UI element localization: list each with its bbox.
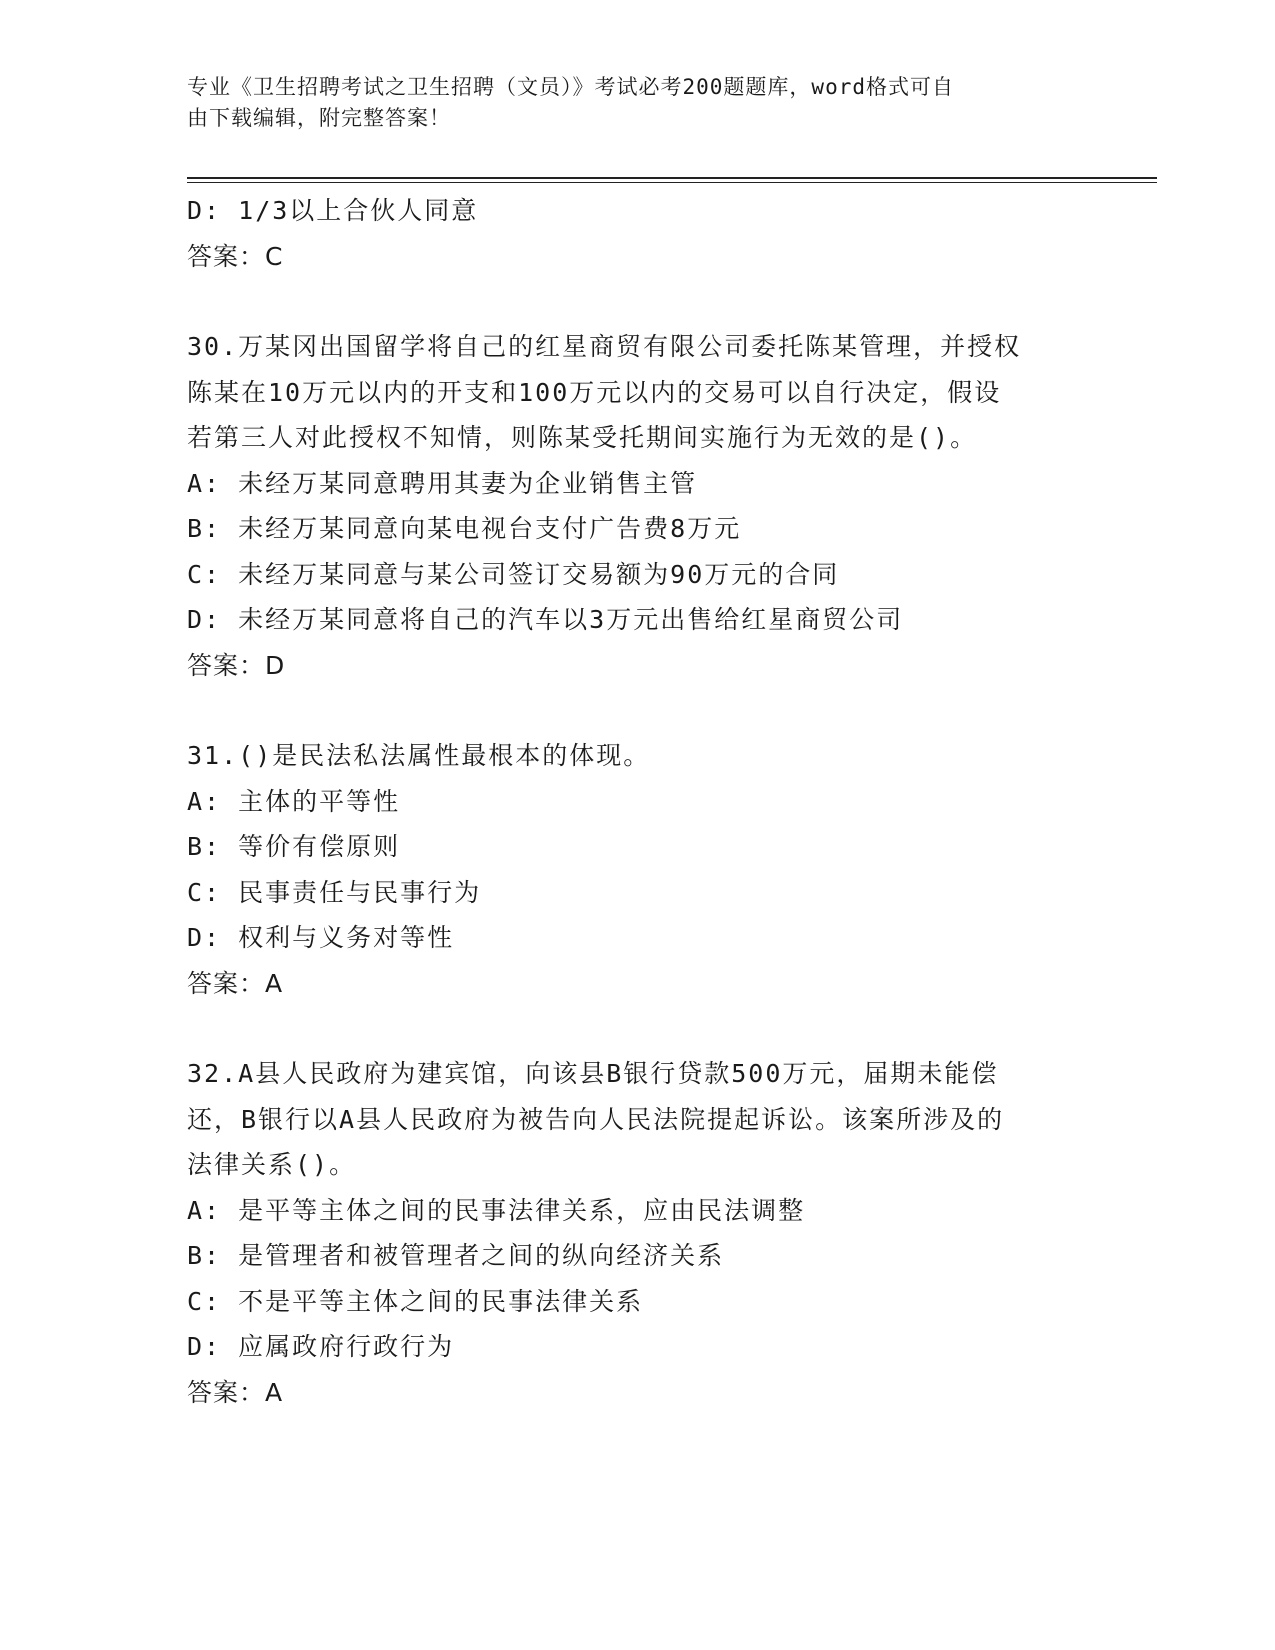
header-line-1: 专业《卫生招聘考试之卫生招聘（文员）》考试必考200题题库，word格式可自 xyxy=(187,75,954,99)
question-stem-line: 若第三人对此授权不知情，则陈某受托期间实施行为无效的是()。 xyxy=(187,423,978,452)
option-a: A: 未经万某同意聘用其妻为企业销售主管 xyxy=(187,468,698,498)
option-a: A: 是平等主体之间的民事法律关系，应由民法调整 xyxy=(187,1195,806,1225)
header-line-2: 由下载编辑，附完整答案！ xyxy=(187,106,451,130)
answer-line: 答案：A xyxy=(187,1377,284,1407)
answer-line: 答案：C xyxy=(187,241,284,271)
previous-question-tail xyxy=(187,188,1087,279)
document-header xyxy=(187,72,1087,134)
question-30 xyxy=(187,324,1087,688)
option-c: C: 未经万某同意与某公司签订交易额为90万元的合同 xyxy=(187,559,840,589)
question-31 xyxy=(187,733,1087,1006)
answer-line: 答案：D xyxy=(187,650,286,680)
option-b: B: 未经万某同意向某电视台支付广告费8万元 xyxy=(187,514,742,543)
option-d: D: 1/3以上合伙人同意 xyxy=(187,196,479,225)
option-d: D: 权利与义务对等性 xyxy=(187,923,455,952)
question-stem-line: 31.()是民法私法属性最根本的体现。 xyxy=(187,741,651,770)
question-stem-line: 法律关系()。 xyxy=(187,1150,357,1179)
question-stem-line: 陈某在10万元以内的开支和100万元以内的交易可以自行决定，假设 xyxy=(187,377,1002,407)
option-a: A: 主体的平等性 xyxy=(187,786,401,816)
option-d: D: 应属政府行政行为 xyxy=(187,1332,455,1361)
option-c: C: 民事责任与民事行为 xyxy=(187,877,482,907)
question-stem-line: 30.万某冈出国留学将自己的红星商贸有限公司委托陈某管理，并授权 xyxy=(187,332,1022,361)
option-c: C: 不是平等主体之间的民事法律关系 xyxy=(187,1286,644,1316)
option-b: B: 等价有偿原则 xyxy=(187,832,401,861)
question-content xyxy=(187,188,1087,1415)
option-d: D: 未经万某同意将自己的汽车以3万元出售给红星商贸公司 xyxy=(187,605,904,634)
header-divider-thin xyxy=(187,182,1157,183)
question-32 xyxy=(187,1051,1087,1415)
header-divider-thick xyxy=(187,177,1157,179)
question-stem-line: 还，B银行以A县人民政府为被告向人民法院提起诉讼。该案所涉及的 xyxy=(187,1104,1005,1134)
answer-line: 答案：A xyxy=(187,968,284,998)
question-stem-line: 32.A县人民政府为建宾馆，向该县B银行贷款500万元，届期未能偿 xyxy=(187,1059,999,1088)
option-b: B: 是管理者和被管理者之间的纵向经济关系 xyxy=(187,1241,725,1270)
